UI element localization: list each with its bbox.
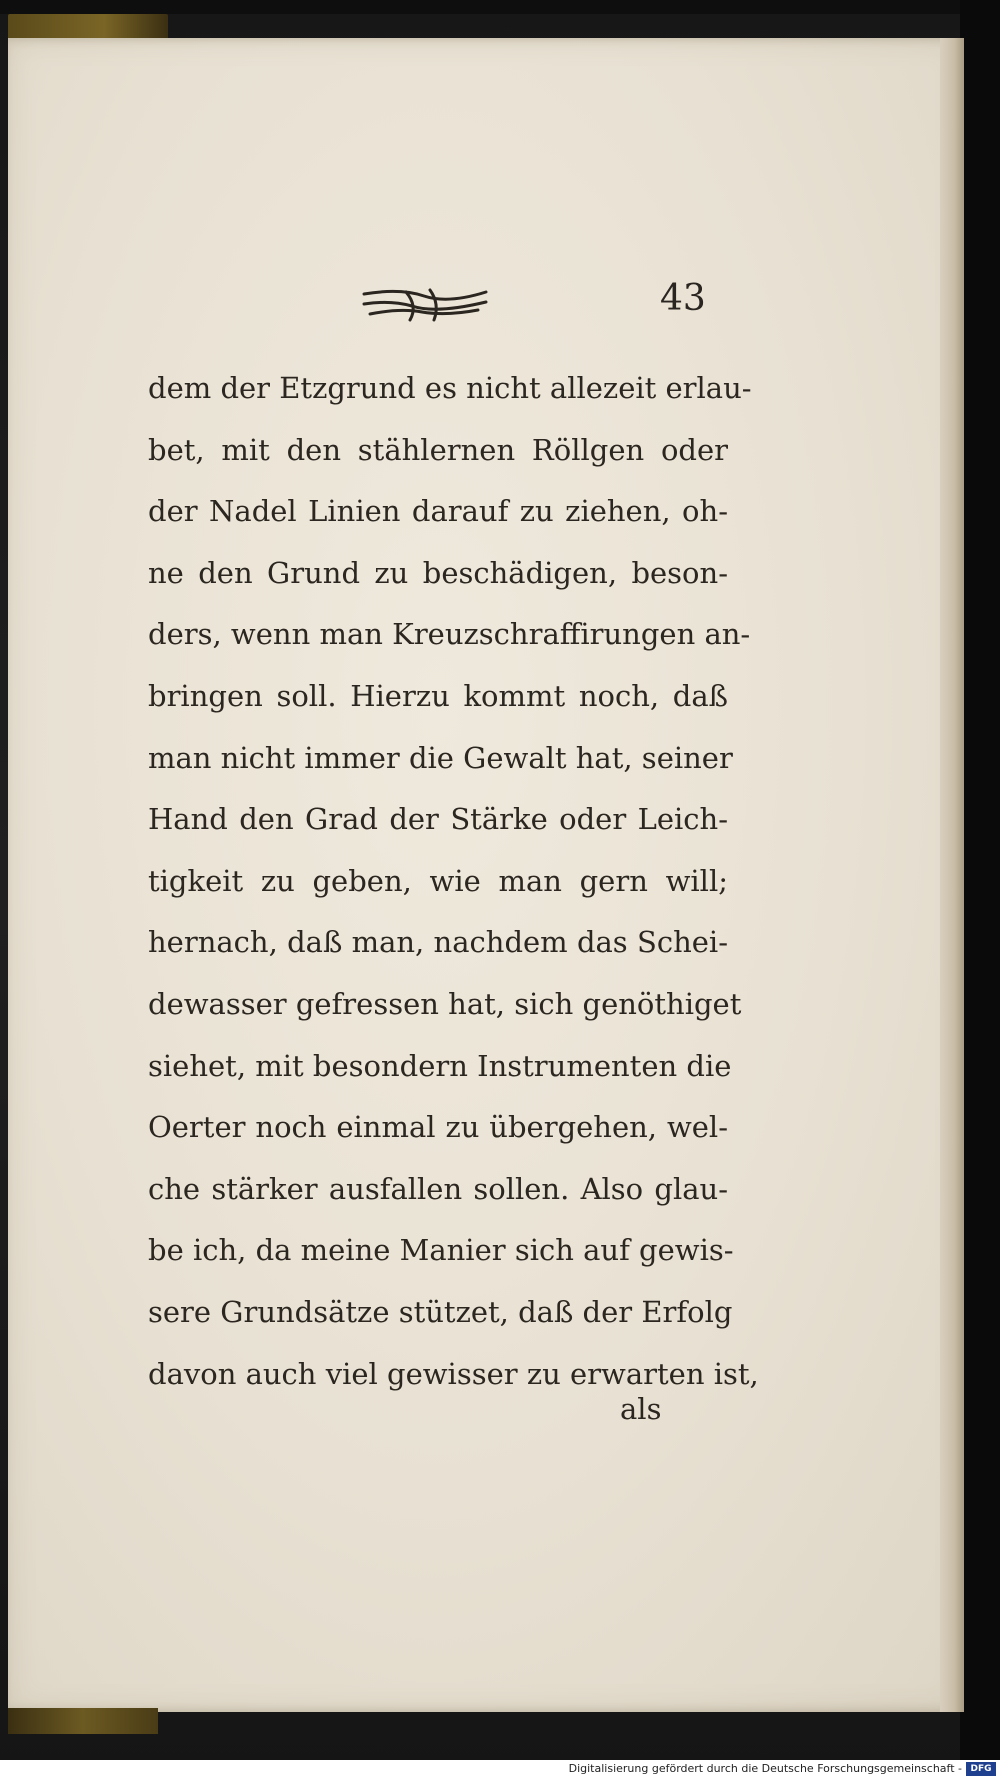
text-line: bet, mit den stählernen Röllgen oder: [148, 432, 728, 467]
text-line: dewasser gefressen hat, sich genöthiget: [148, 986, 742, 1021]
body-text: [148, 358, 759, 1405]
text-line: dem der Etzgrund es nicht allezeit erlau-: [148, 371, 752, 405]
text-line: Hand den Grad der Stärke oder Leich-: [148, 802, 728, 837]
text-line: ders, wenn man Kreuzschraffirungen an-: [148, 617, 751, 652]
text-line: bringen soll. Hierzu kommt noch, daß: [148, 678, 728, 713]
scan-border-top: [0, 0, 1000, 14]
page-edge: [940, 38, 964, 1712]
page-number: 43: [660, 278, 706, 319]
book-cover-edge-bottom: [8, 1708, 158, 1734]
text-line: man nicht immer die Gewalt hat, seiner: [148, 740, 733, 775]
text-line: che stärker ausfallen sollen. Also glau-: [148, 1171, 728, 1206]
header-ornament-icon: [360, 280, 490, 326]
dfg-logo: DFG: [966, 1762, 996, 1776]
funding-credit: Digitalisierung gefördert durch die Deutsche Forschungsgemeinschaft -: [568, 1762, 962, 1775]
text-line: sere Grundsätze stützet, daß der Erfolg: [148, 1294, 733, 1329]
text-line: hernach, daß man, nachdem das Schei-: [148, 925, 728, 960]
text-line: ne den Grund zu beschädigen, beson-: [148, 555, 728, 590]
text-line: der Nadel Linien darauf zu ziehen, oh-: [148, 494, 728, 529]
text-line: Oerter noch einmal zu übergehen, wel-: [148, 1110, 728, 1145]
text-line: tigkeit zu geben, wie man gern will;: [148, 863, 728, 898]
text-line: davon auch viel gewisser zu erwarten ist,: [148, 1356, 759, 1391]
text-line: be ich, da meine Manier sich auf gewis-: [148, 1233, 734, 1268]
text-line: siehet, mit besondern Instrumenten die: [148, 1048, 732, 1083]
catchword: als: [620, 1392, 662, 1426]
scan-border-right: [960, 0, 1000, 1760]
